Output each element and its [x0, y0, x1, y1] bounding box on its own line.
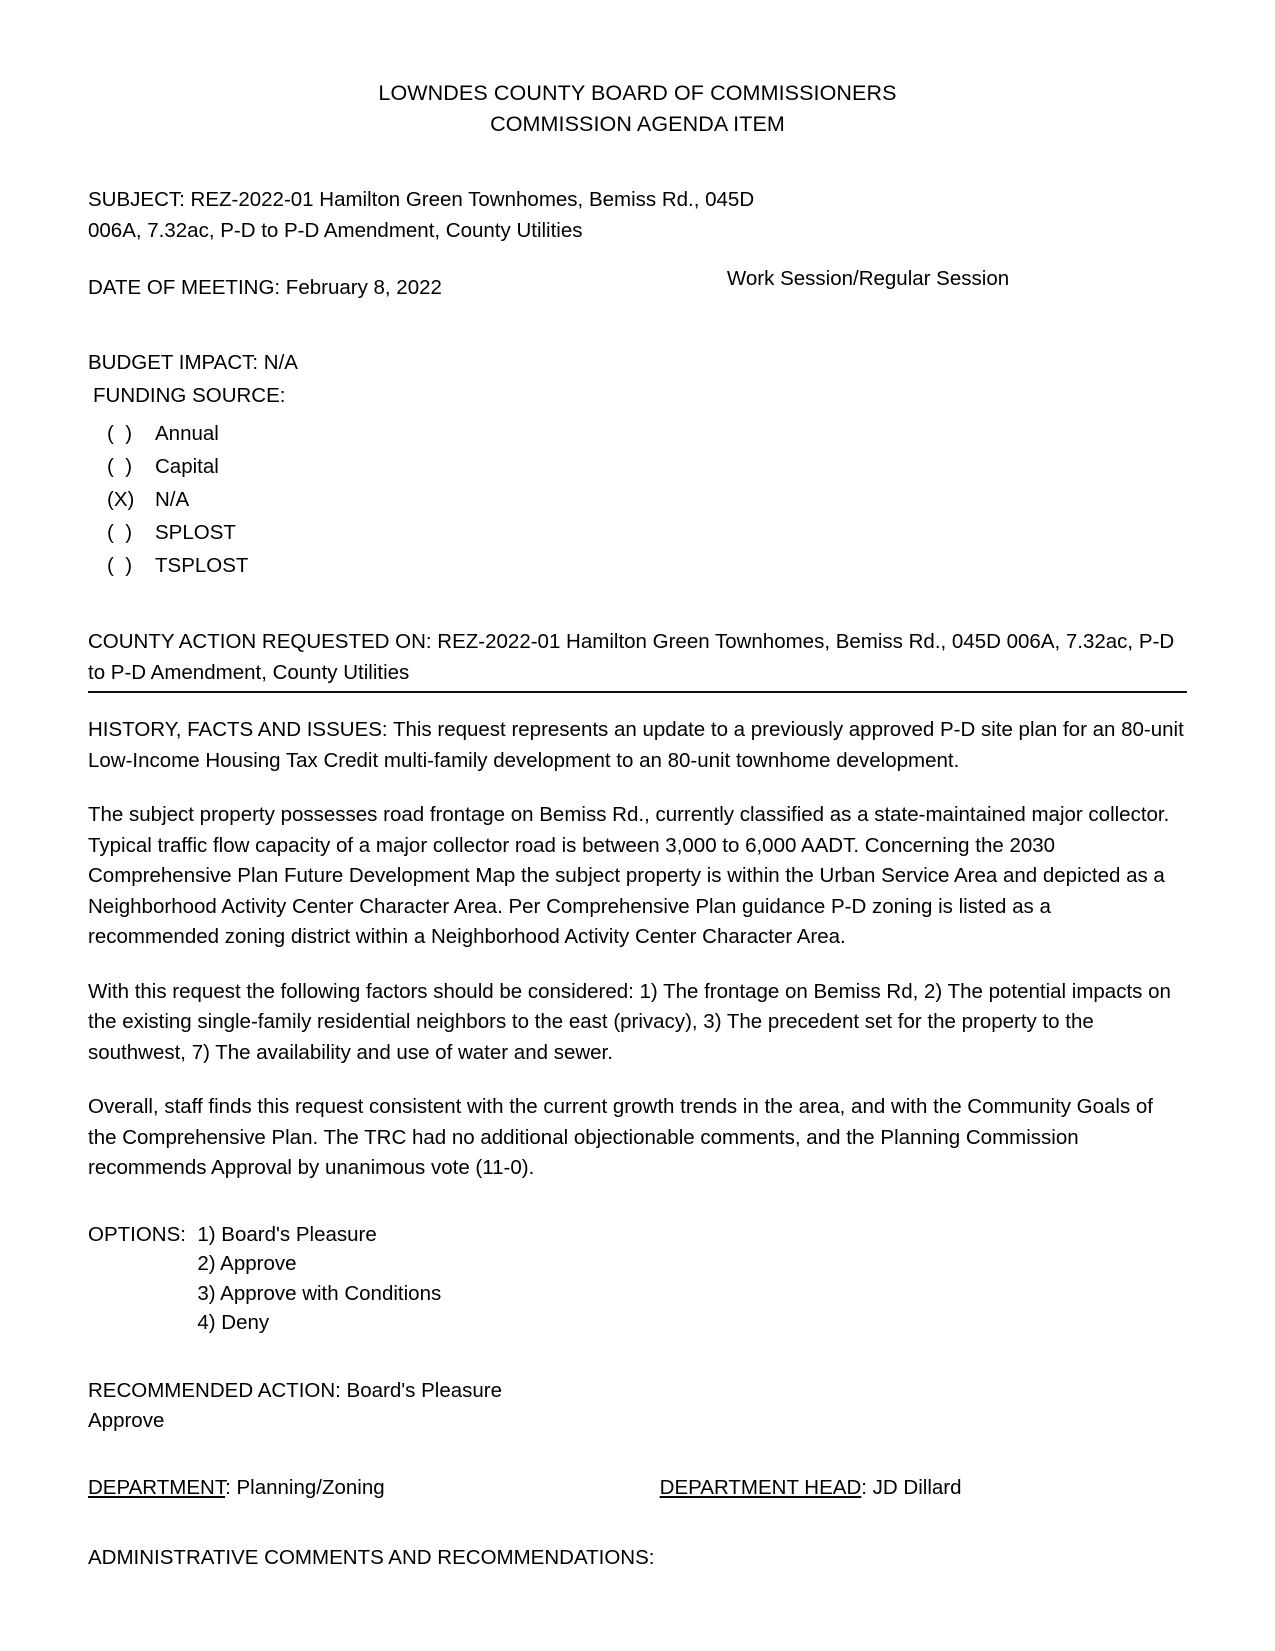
option-item-3[interactable]: 3) Approve with Conditions: [197, 1281, 442, 1305]
department-row: [88, 1473, 1187, 1503]
subject-line-1: SUBJECT: REZ-2022-01 Hamilton Green Townhomes, Bemiss Rd., 045D: [88, 188, 755, 211]
funding-source-options: [88, 417, 1187, 582]
options-list: [197, 1220, 441, 1338]
history-paragraph-3: With this request the following factors should be considered: 1) The frontage on Bemiss Rd, 2) The potential impacts on the existing single-family residential neighbors to the east (privacy), 3) The precedent set for the property to the southwest, 7) The availability and use of water and sewer.: [88, 979, 1171, 1064]
subject-block: [88, 184, 788, 246]
recommended-action-line-1: RECOMMENDED ACTION: Board's Pleasure: [88, 1378, 503, 1402]
recommended-action-block: [88, 1376, 1187, 1437]
funding-option-label-na: N/A: [155, 488, 190, 511]
funding-option-label-splost: SPLOST: [155, 521, 236, 544]
administrative-comments-label: ADMINISTRATIVE COMMENTS AND RECOMMENDATIONS:: [88, 1545, 655, 1569]
funding-option-na[interactable]: [88, 483, 1187, 516]
department-head-field: [660, 1473, 962, 1503]
funding-option-annual[interactable]: [88, 417, 1187, 450]
document-header: [88, 78, 1187, 140]
header-line-board: LOWNDES COUNTY BOARD OF COMMISSIONERS: [378, 81, 897, 105]
subject-line-2: 006A, 7.32ac, P-D to P-D Amendment, County Utilities: [88, 219, 583, 242]
session-type: Work Session/Regular Session: [726, 267, 1010, 290]
county-action-requested: COUNTY ACTION REQUESTED ON: REZ-2022-01 Hamilton Green Townhomes, Bemiss Rd., 045D 006A, 7.32ac, P-D to P-D Amendment, County Utilities: [88, 630, 1175, 684]
funding-option-splost[interactable]: [88, 516, 1187, 549]
department-head-label: DEPARTMENT HEAD: [659, 1475, 862, 1499]
header-line-agenda-item: COMMISSION AGENDA ITEM: [490, 112, 785, 136]
budget-block: [88, 346, 1187, 412]
section-divider: [88, 691, 1187, 693]
checkbox-tsplost[interactable]: ( ): [107, 554, 133, 577]
history-paragraph-2: The subject property possesses road frontage on Bemiss Rd., currently classified as a state-maintained major collector. Typical traffic flow capacity of a major collector road is between 3,000 to 6,000 AADT. Concerning the 2030 Comprehensive Plan Future Development Map the subject property is within the Urban Service Area and depicted as a Neighborhood Activity Center Character Area. Per Comprehensive Plan guidance P-D zoning is listed as a recommended zoning district within a Neighborhood Activity Center Character Area.: [88, 803, 1170, 948]
history-paragraph-1: HISTORY, FACTS AND ISSUES: This request represents an update to a previously approved P-D site plan for an 80-unit Low-Income Housing Tax Credit multi-family development to an 80-unit townhome development.: [88, 718, 1184, 772]
department-value: : Planning/Zoning: [225, 1475, 385, 1499]
recommended-action-line-2: Approve: [88, 1409, 165, 1432]
options-label: OPTIONS:: [88, 1222, 198, 1246]
option-item-4[interactable]: 4) Deny: [197, 1311, 270, 1334]
budget-impact: BUDGET IMPACT: N/A: [88, 351, 298, 374]
checkbox-capital[interactable]: ( ): [107, 455, 133, 478]
meeting-row: [88, 267, 1187, 303]
history-paragraph-4: Overall, staff finds this request consistent with the current growth trends in the area, and with the Community Goals of the Comprehensive Plan. The TRC had no additional objectionable comments, and the Planning Commission recommends Approval by unanimous vote (11-0).: [88, 1095, 1153, 1179]
checkbox-annual[interactable]: ( ): [107, 422, 133, 445]
checkbox-na-checked[interactable]: (X): [107, 488, 135, 511]
date-of-meeting: DATE OF MEETING: February 8, 2022: [88, 276, 442, 299]
funding-option-label-annual: Annual: [155, 422, 219, 445]
checkbox-splost[interactable]: ( ): [107, 521, 133, 544]
funding-source-label: FUNDING SOURCE:: [93, 384, 286, 407]
department-label: DEPARTMENT: [88, 1475, 226, 1499]
funding-option-label-capital: Capital: [155, 455, 219, 478]
funding-option-tsplost[interactable]: [88, 549, 1187, 582]
department-field: [88, 1473, 385, 1503]
option-item-1[interactable]: 1) Board's Pleasure: [197, 1222, 377, 1246]
funding-option-capital[interactable]: [88, 450, 1187, 483]
department-head-value: : JD Dillard: [861, 1475, 962, 1499]
funding-option-label-tsplost: TSPLOST: [155, 554, 249, 577]
option-item-2[interactable]: 2) Approve: [197, 1252, 297, 1275]
options-block: [88, 1220, 1187, 1338]
